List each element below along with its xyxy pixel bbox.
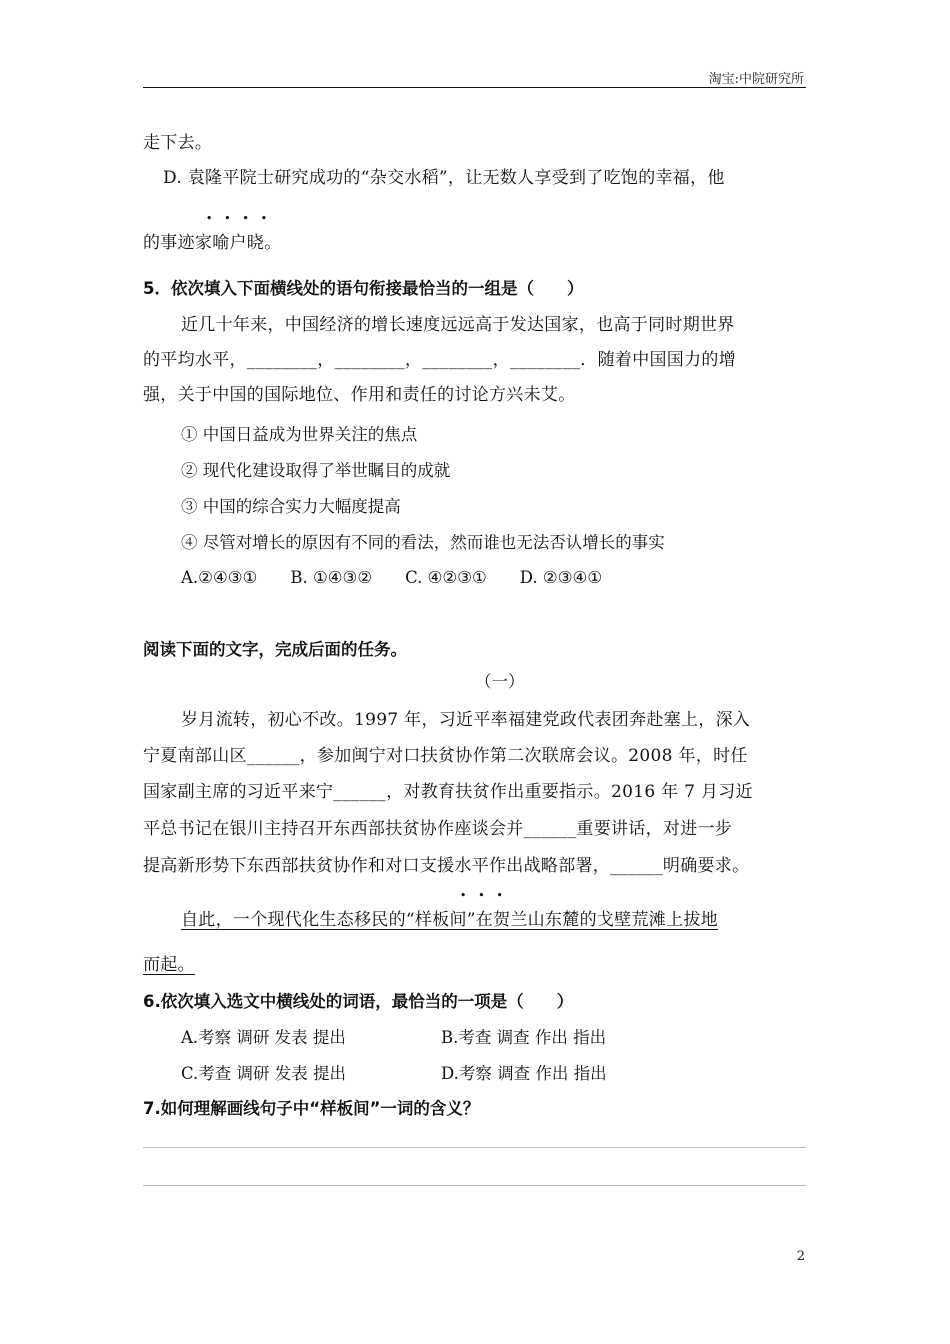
underlined-sentence: 自此，一个现代化生态移民的“样板间”在贺兰山东麓的戈壁荒滩上拔地 [181,910,718,930]
underlined-sentence-cont: 而起。 [143,955,195,975]
q4-option-d: D. 袁隆平院士研究成功的“杂交水稻”，让无数人享受到了吃饱的幸福，他 [163,168,725,188]
q5-stem: 5．依次填入下面横线处的语句衔接最恰当的一组是（ ） [143,279,584,298]
q5-passage-line: 近几十年来，中国经济的增长速度远远高于发达国家，也高于同时期世界 [181,315,735,335]
q6-option-a: A.考察 调研 发表 提出 [181,1028,346,1047]
reading-paragraph-line: 平总书记在银川主持召开东西部扶贫协作座谈会并______重要讲话，对进一步 [143,819,733,839]
reading-paragraph-line: 国家副主席的习近平来宁______，对教育扶贫作出重要指示。2016 年 7 月习近 [143,782,753,802]
q6-stem: 6.依次填入选文中横线处的词语，最恰当的一项是（ ） [143,992,574,1011]
reading-instruction: 阅读下面的文字，完成后面的任务。 [143,640,407,659]
answer-line[interactable] [143,1185,806,1186]
q6-option-b: B.考查 调查 作出 指出 [441,1028,607,1047]
q5-item: ④ 尽管对增长的原因有不同的看法，然而谁也无法否认增长的事实 [181,533,665,552]
reading-paragraph-line: 岁月流转，初心不改。1997 年，习近平率福建党政代表团奔赴塞上，深入 [181,710,751,730]
q7-stem: 7.如何理解画线句子中“样板间”一词的含义？ [143,1099,480,1118]
page-number: 2 [796,1249,805,1264]
answer-line[interactable] [143,1147,806,1148]
reading-paragraph-line: 提高新形势下东西部扶贫协作和对口支援水平作出战略部署，______明确要求。 [143,856,750,876]
header-divider [143,87,806,88]
emphasis-dots: .... [206,203,280,224]
q5-choices: A.②④③① B. ①④③② C. ④②③① D. ②③④① [181,568,603,587]
section-heading: （一） [475,672,525,691]
reading-paragraph-line: 宁夏南部山区______，参加闽宁对口扶贫协作第二次联席会议。2008 年，时任 [143,746,748,766]
q5-passage-line: 的平均水平，________，________，________，________．随着中国国力的增 [143,350,736,370]
q6-option-c: C.考查 调研 发表 提出 [181,1064,347,1083]
q5-item: ③ 中国的综合实力大幅度提高 [181,497,401,516]
q5-item: ① 中国日益成为世界关注的焦点 [181,425,418,444]
q5-item: ② 现代化建设取得了举世瞩目的成就 [181,461,451,480]
q4-tail-line: 走下去。 [143,133,213,153]
q4-option-d-cont: 的事迹家喻户晓。 [143,233,282,253]
q5-passage-line: 强，关于中国的国际地位、作用和责任的讨论方兴未艾。 [143,385,576,405]
q6-option-d: D.考察 调查 作出 指出 [441,1064,607,1083]
emphasis-dots: ... [460,880,515,901]
header-source: 淘宝:中院研究所 [708,72,804,87]
